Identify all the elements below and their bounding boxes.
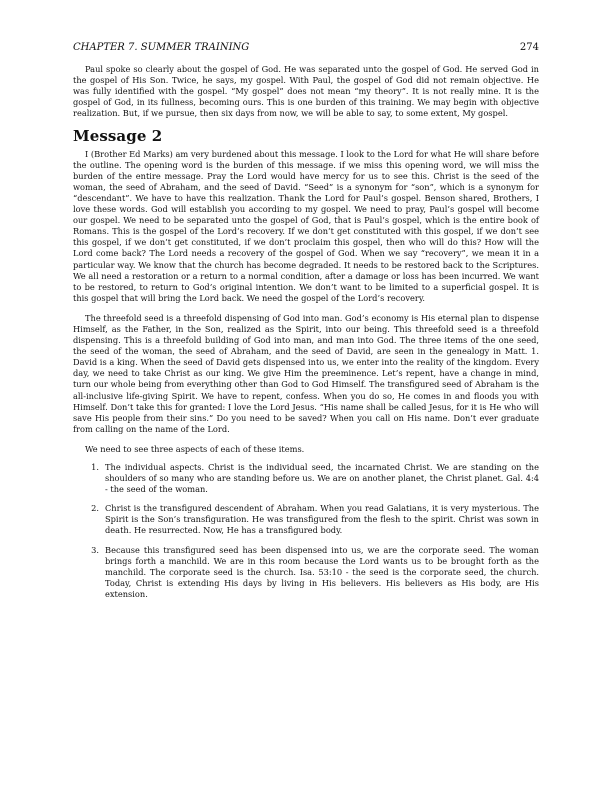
section-heading: Message 2: [73, 127, 163, 146]
list-item: [83, 462, 539, 495]
aspects-list: [73, 462, 539, 600]
list-item: [83, 503, 539, 536]
body-paragraph: I (Brother Ed Marks) am very burdened about this message. I look to the Lord for what He will share before the outline. The opening word is the burden of this message. if we miss this opening word, we will miss the burden of the entire message. Pray the Lord would have mercy for us to see this. Christ is the seed of the woman, the seed of Abraham, and the seed of David. “Seed” is a synonym for “son”, which is a synonym for “descendant”. We have to have this realization. Thank the Lord for Paul’s gospel. Benson shared, Brothers, I love these words. God will establish you according to my gospel. We need to pray, Paul’s gospel will become our gospel. We need to be separated unto the gospel of God, that is Paul’s gospel, which is the entire book of Romans. This is the gospel of the Lord’s recovery. If we don’t get constituted with this gospel, if we don’t see this gospel, if we don’t get constituted, if we don’t proclaim this gospel, then who will do this? How will the Lord come back? The Lord needs a recovery of the gospel of God. When we say “recovery”, we mean it in a particular way. We know that the church has become degraded. It needs to be restored back to the Scriptures. We all need a restoration or a return to a normal condition, after a damage or loss has been incurred. We want to be restored, to return to God’s original intention. We don’t want to be limited to a superficial gospel. It is this gospel that will bring the Lord back. We need the gospel of the Lord’s recovery.: [73, 148, 539, 303]
list-item-number: 1.: [91, 462, 99, 472]
running-header: [73, 42, 539, 53]
body-paragraph: The threefold seed is a threefold dispensing of God into man. God’s economy is His eternal plan to dispense Himself, as the Father, in the Son, realized as the Spirit, into our being. This threefold seed is a threefold dispensing. This is a threefold building of God into man, and man into God. The three items of the one seed, the seed of the woman, the seed of Abraham, and the seed of David, are seen in the genealogy in Matt. 1. David is a king. When the seed of David gets dispensed into us, we enter into the reality of the kingdom. Every day, we need to take Christ as our king. We give Him the preeminence. Let’s repent, have a change in mind, turn our whole being from everything other than God to God Himself. The transfigured seed of Abraham is the all-inclusive life-giving Spirit. We have to repent, confess. When you do so, He comes in and floods you with Himself. Don’t take this for granted: I love the Lord Jesus. “His name shall be called Jesus, for it is He who will save His people from their sins.” Do you need to be saved? When you call on His name. Don’t ever graduate from calling on the name of the Lord.: [73, 312, 539, 434]
list-item-text: The individual aspects. Christ is the individual seed, the incarnated Christ. We are standing on the shoulders of so many who are standing before us. We are on another planet, the Christ planet. Gal. 4:4 - the seed of the woman.: [105, 462, 539, 495]
chapter-title: CHAPTER 7. SUMMER TRAINING: [73, 42, 250, 53]
body-paragraph: We need to see three aspects of each of these items.: [85, 443, 305, 454]
list-item-text: Because this transfigured seed has been dispensed into us, we are the corporate seed. The woman brings forth a manchild. We are in this room because the Lord wants us to be brought forth as the manchild. The corporate seed is the church. Isa. 53:10 - the seed is the corporate seed, the church. Today, Christ is extending His days by living in His believers. His believers as His body, are His extension.: [105, 544, 539, 599]
page-content: [73, 64, 539, 608]
list-item-number: 2.: [91, 503, 99, 514]
list-item-text: Christ is the transfigured descendent of Abraham. When you read Galatians, it is very mysterious. The Spirit is the Son’s transfiguration. He was transfigured from the flesh to the spirit. Christ was sown in death. He resurrected. Now, He has a transfigured body.: [105, 503, 539, 536]
page-number: 274: [519, 42, 539, 53]
list-item-number: 3.: [91, 544, 99, 555]
intro-paragraph: Paul spoke so clearly about the gospel of God. He was separated unto the gospel of God. He served God in the gospel of His Son. Twice, he says, my gospel. With Paul, the gospel of God did not remain objective. He was fully identified with the gospel. “My gospel” does not mean “my theory”. It is not really mine. It is the gospel of God, in its fullness, becoming ours. This is one burden of this training. We may begin with objective realization. But, if we pursue, then six days from now, we will be able to say, to some extent, My gospel.: [73, 64, 539, 119]
list-item: [83, 545, 539, 600]
